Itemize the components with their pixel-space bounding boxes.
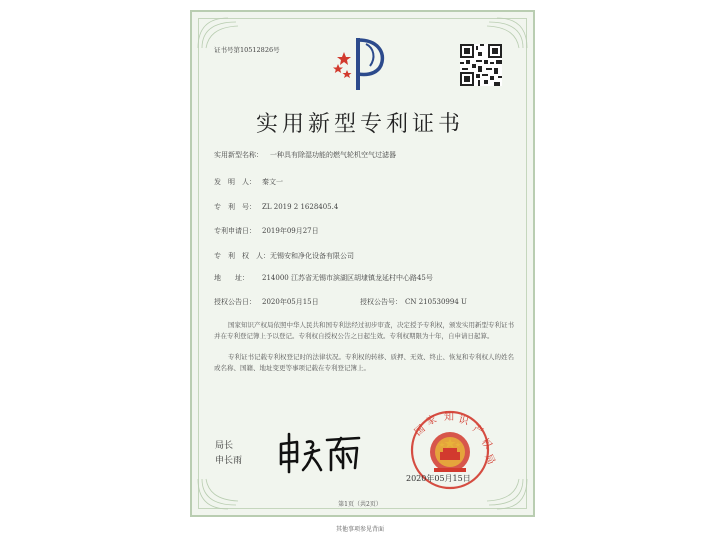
field-value-grant-date: 2020年05月15日 <box>262 298 319 306</box>
national-emblem-icon <box>430 432 470 472</box>
svg-text:识: 识 <box>457 414 470 428</box>
statement-paragraph-1: 国家知识产权局依照中华人民共和国专利法经过初步审查，决定授予专利权，颁发实用新型专利证书并在专利登记簿上予以登记。专利权自授权公告之日起生效。专利权期限为十年，自申请日起算。 <box>214 321 514 340</box>
field-value-address: 214000 江苏省无锡市滨湖区胡埭镇龙延村中心路45号 <box>262 274 433 282</box>
seal-date: 2020年05月15日 <box>406 474 471 483</box>
statement-paragraph-2: 专利证书记载专利权登记时的法律状况。专利权的转移、质押、无效、终止、恢复和专利权人的姓名或名称、国籍、地址变更等事项记载在专利登记簿上。 <box>214 353 514 372</box>
field-value-filing-date: 2019年09月27日 <box>262 227 319 235</box>
svg-text:家: 家 <box>425 413 439 428</box>
svg-text:知: 知 <box>444 412 454 423</box>
signer-title: 局长 <box>215 441 234 451</box>
corner-ornament-top-left <box>196 16 240 50</box>
signer-name: 申长雨 <box>215 456 243 466</box>
field-label-patentee: 专 利 权 人： <box>214 252 270 260</box>
svg-text:局: 局 <box>482 452 497 467</box>
certificate-title: 实用新型专利证书 <box>255 112 464 137</box>
field-label-grant-no: 授权公告号： <box>360 298 402 306</box>
svg-text:国: 国 <box>412 423 428 439</box>
certificate-number: 证书号第10512826号 <box>214 46 280 54</box>
page-indicator: 第1页（共2页） <box>338 501 382 508</box>
field-label-address: 地 址： <box>214 274 249 282</box>
field-value-patent-no: ZL 2019 2 1628405.4 <box>262 203 339 211</box>
field-label-grant-date: 授权公告日： <box>214 298 256 306</box>
field-value-grant-no: CN 210530994 U <box>405 298 467 306</box>
cnipa-logo-icon <box>330 32 390 94</box>
field-label-name: 实用新型名称： <box>214 151 263 159</box>
field-value-inventor: 秦文一 <box>262 178 283 186</box>
field-label-filing-date: 专利申请日： <box>214 227 256 235</box>
svg-text:权: 权 <box>478 436 494 452</box>
field-label-inventor: 发 明 人： <box>214 178 256 186</box>
handwritten-signature <box>275 430 365 475</box>
back-note: 其他事项参见背面 <box>335 526 384 533</box>
qr-code-icon <box>460 44 502 86</box>
svg-text:产: 产 <box>470 423 485 438</box>
field-value-patentee: 无锡安和净化设备有限公司 <box>270 252 354 260</box>
field-value-name: 一种具有除湿功能的燃气轮机空气过滤器 <box>270 151 396 159</box>
field-label-patent-no: 专 利 号： <box>214 203 256 211</box>
